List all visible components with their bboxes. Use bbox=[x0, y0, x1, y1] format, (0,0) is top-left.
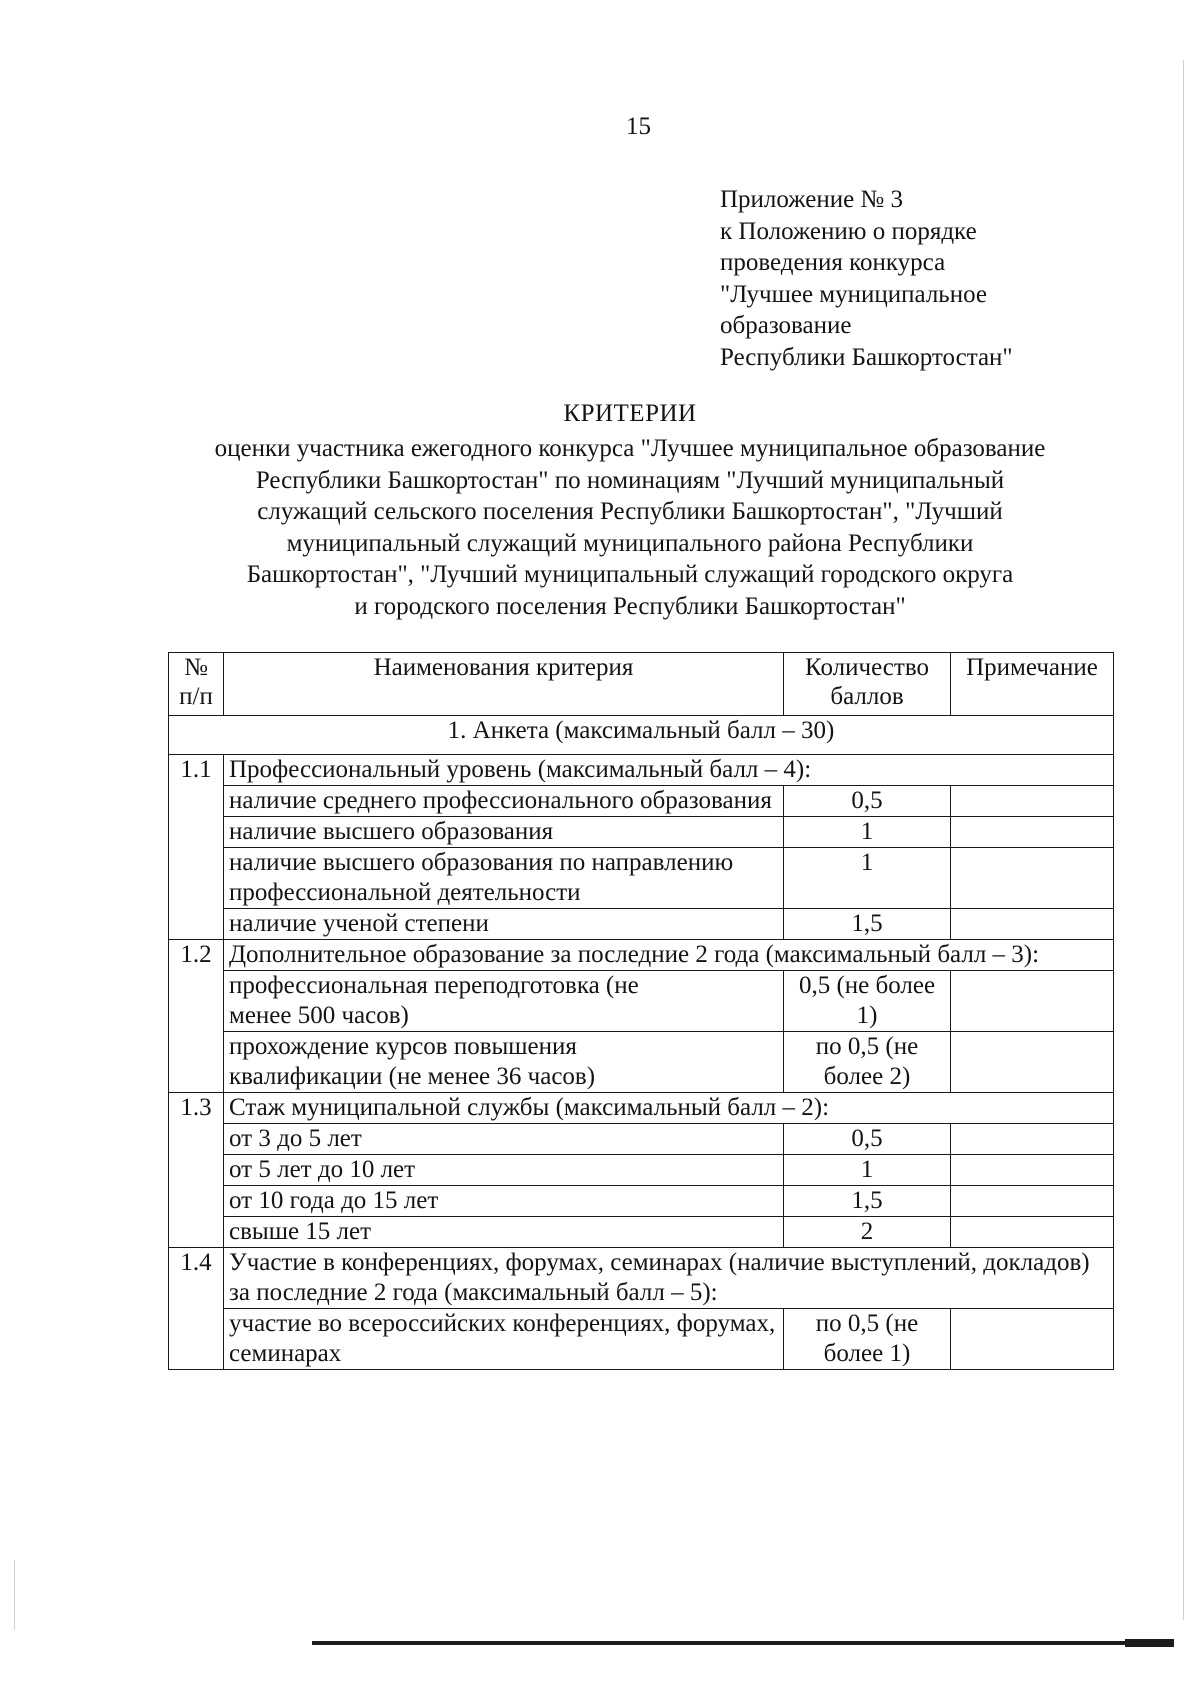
criterion-name: от 5 лет до 10 лет bbox=[224, 1155, 784, 1186]
criterion-name: наличие ученой степени bbox=[224, 909, 784, 940]
criterion-name: от 10 года до 15 лет bbox=[224, 1186, 784, 1217]
criterion-score: 1 bbox=[784, 848, 951, 909]
criterion-note bbox=[951, 971, 1114, 1032]
subtitle-line: муниципальный служащий муниципального района Республики bbox=[286, 529, 974, 557]
appendix-line: Республики Башкортостан" bbox=[720, 343, 1013, 371]
document-subtitle bbox=[130, 433, 1130, 622]
criterion-name: свыше 15 лет bbox=[224, 1217, 784, 1248]
header-criterion-name: Наименования критерия bbox=[224, 653, 784, 716]
subtitle-line: служащий сельского поселения Республики Башкортостан", "Лучший bbox=[257, 498, 1003, 525]
appendix-line: к Положению о порядке bbox=[720, 217, 977, 245]
group-title-row bbox=[169, 940, 1114, 971]
criterion-name: участие во всероссийских конференциях, форумах, семинарах bbox=[224, 1309, 784, 1370]
group-number: 1.3 bbox=[169, 1093, 224, 1248]
criterion-name: наличие высшего образования по направлению профессиональной деятельности bbox=[224, 848, 784, 909]
table-row bbox=[169, 971, 1114, 1032]
criterion-score: 1,5 bbox=[784, 1186, 951, 1217]
appendix-block bbox=[720, 184, 1013, 373]
subtitle-line: и городского поселения Республики Башкортостан" bbox=[354, 592, 906, 620]
group-title: Дополнительное образование за последние 2 года (максимальный балл – 3): bbox=[224, 940, 1114, 971]
subtitle-line: оценки участника ежегодного конкурса "Лучшее муниципальное образование bbox=[214, 435, 1046, 462]
criterion-score: по 0,5 (не более 2) bbox=[784, 1032, 951, 1093]
criterion-note bbox=[951, 786, 1114, 817]
appendix-line: "Лучшее муниципальное bbox=[720, 280, 987, 308]
table-row bbox=[169, 1309, 1114, 1370]
page-number: 15 bbox=[626, 113, 651, 140]
table-row bbox=[169, 909, 1114, 940]
criterion-name: прохождение курсов повышения квалификации (не менее 36 часов) bbox=[224, 1032, 784, 1093]
criterion-score: 0,5 bbox=[784, 786, 951, 817]
table-row bbox=[169, 1124, 1114, 1155]
group-title-row bbox=[169, 1248, 1114, 1309]
criterion-note bbox=[951, 817, 1114, 848]
criterion-note bbox=[951, 1309, 1114, 1370]
table-row bbox=[169, 1155, 1114, 1186]
group-number: 1.1 bbox=[169, 755, 224, 940]
header-note: Примечание bbox=[951, 653, 1114, 716]
group-title: Участие в конференциях, форумах, семинарах (наличие выступлений, докладов) за последние 2 года (максимальный балл – 5): bbox=[224, 1248, 1114, 1309]
group-number: 1.2 bbox=[169, 940, 224, 1093]
criterion-score: 1 bbox=[784, 1155, 951, 1186]
criterion-note bbox=[951, 1186, 1114, 1217]
table-row bbox=[169, 1186, 1114, 1217]
table-row bbox=[169, 786, 1114, 817]
criteria-table bbox=[168, 652, 1114, 1370]
document-title: КРИТЕРИИ bbox=[563, 400, 697, 427]
criterion-name: профессиональная переподготовка (не менее 500 часов) bbox=[224, 971, 784, 1032]
criterion-score: 1 bbox=[784, 817, 951, 848]
criterion-note bbox=[951, 1124, 1114, 1155]
group-title: Стаж муниципальной службы (максимальный балл – 2): bbox=[224, 1093, 1114, 1124]
header-number: № п/п bbox=[169, 653, 224, 716]
section-title: 1. Анкета (максимальный балл – 30) bbox=[169, 716, 1114, 755]
subtitle-line: Республики Башкортостан" по номинациям "Лучший муниципальный bbox=[255, 466, 1005, 494]
criterion-note bbox=[951, 848, 1114, 909]
criterion-score: 0,5 (не более 1) bbox=[784, 971, 951, 1032]
subtitle-line: Башкортостан", "Лучший муниципальный служащий городского округа bbox=[246, 561, 1014, 588]
criterion-note bbox=[951, 1217, 1114, 1248]
criterion-name: наличие высшего образования bbox=[224, 817, 784, 848]
table-row bbox=[169, 817, 1114, 848]
criterion-score: 0,5 bbox=[784, 1124, 951, 1155]
criterion-name: наличие среднего профессионального образования bbox=[224, 786, 784, 817]
appendix-line: проведения конкурса bbox=[720, 249, 946, 276]
appendix-line: образование bbox=[720, 312, 852, 339]
right-margin-line bbox=[1183, 60, 1184, 1620]
criterion-note bbox=[951, 909, 1114, 940]
bottom-rule bbox=[312, 1641, 1174, 1645]
criterion-score: 1,5 bbox=[784, 909, 951, 940]
group-title-row bbox=[169, 755, 1114, 786]
criterion-note bbox=[951, 1155, 1114, 1186]
criterion-name: от 3 до 5 лет bbox=[224, 1124, 784, 1155]
left-margin-line bbox=[14, 1560, 15, 1630]
table-header-row bbox=[169, 653, 1114, 716]
table-row bbox=[169, 1032, 1114, 1093]
group-title-row bbox=[169, 1093, 1114, 1124]
header-score: Количество баллов bbox=[784, 653, 951, 716]
appendix-line: Приложение № 3 bbox=[720, 186, 904, 213]
criterion-score: 2 bbox=[784, 1217, 951, 1248]
group-title: Профессиональный уровень (максимальный балл – 4): bbox=[224, 755, 1114, 786]
criterion-note bbox=[951, 1032, 1114, 1093]
table-row bbox=[169, 848, 1114, 909]
group-number: 1.4 bbox=[169, 1248, 224, 1370]
section-row bbox=[169, 716, 1114, 755]
table-row bbox=[169, 1217, 1114, 1248]
criterion-score: по 0,5 (не более 1) bbox=[784, 1309, 951, 1370]
bottom-rule-end bbox=[1125, 1639, 1174, 1647]
